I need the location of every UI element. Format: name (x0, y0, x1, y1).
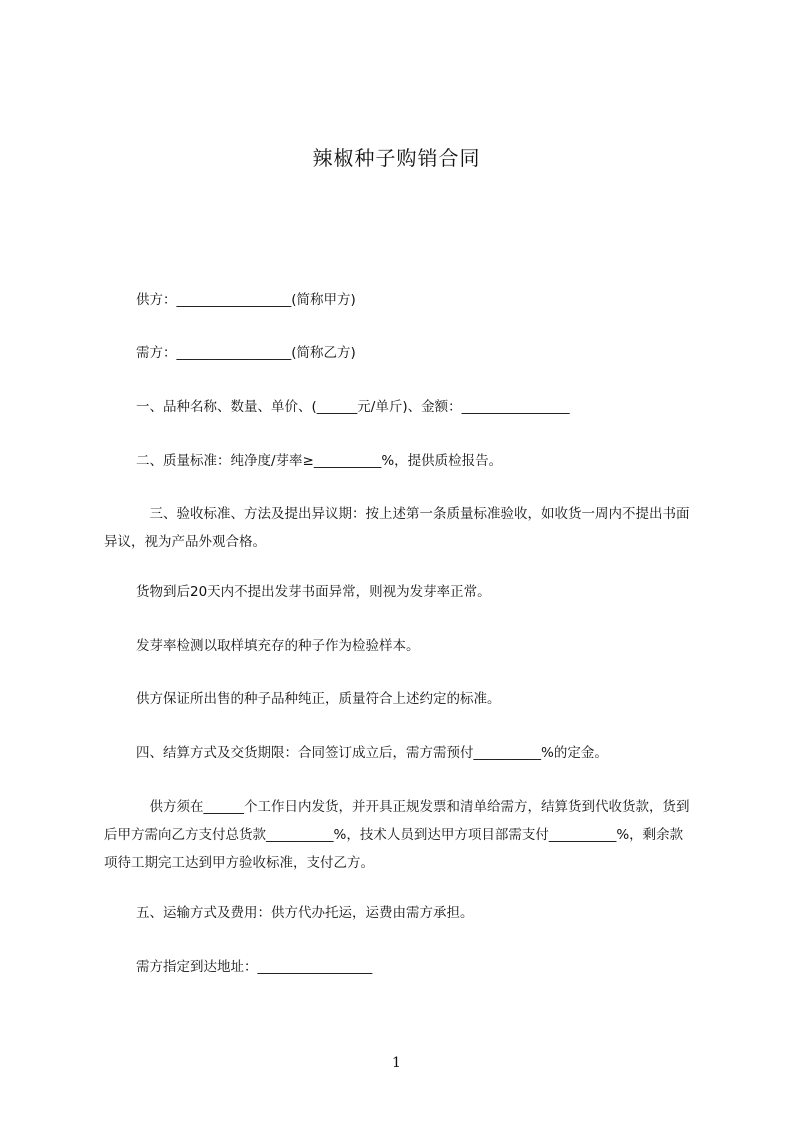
clause-3-germination: 货物到后20天内不提出发芽书面异常，则视为发芽率正常。 (136, 584, 491, 600)
page-number: 1 (392, 1055, 401, 1071)
clause-buyer: 需方：_________________(简称乙方) (136, 345, 356, 361)
clause-3-acceptance: 三、验收标准、方法及提出异议期：按上述第一条质量标准验收，如收货一周内不提出书面异议，视为产品外观合格。 (104, 506, 690, 550)
clause-5-transport: 五、运输方式及费用：供方代办托运，运费由需方承担。 (136, 905, 474, 921)
clause-4-settlement: 四、结算方式及交货期限：合同签订成立后，需方需预付__________%的定金。 (136, 745, 608, 761)
document-title: 辣椒种子购销合同 (312, 146, 481, 170)
clause-3-guarantee: 供方保证所出售的种子品种纯正，质量符合上述约定的标准。 (136, 691, 501, 707)
clause-supplier: 供方：_________________(简称甲方) (136, 292, 356, 308)
clause-1-product: 一、品种名称、数量、单价、(______元/单斤)、金额：________________ (136, 399, 570, 415)
clause-4-delivery: 供方须在______个工作日内发货，并开具正规发票和清单给需方，结算货到代收货款，货到后甲方需向乙方支付总货款__________%，技术人员到达甲方项目部需支付__________%，剩余款项待工期完工达到甲方验收标准，支付乙方。 (104, 799, 690, 871)
clause-5-address: 需方指定到达地址：_________________ (136, 959, 373, 975)
clause-3-sampling: 发芽率检测以取样填充存的种子作为检验样本。 (136, 638, 420, 654)
clause-2-quality: 二、质量标准：纯净度/芽率≥__________%，提供质检报告。 (136, 453, 503, 469)
